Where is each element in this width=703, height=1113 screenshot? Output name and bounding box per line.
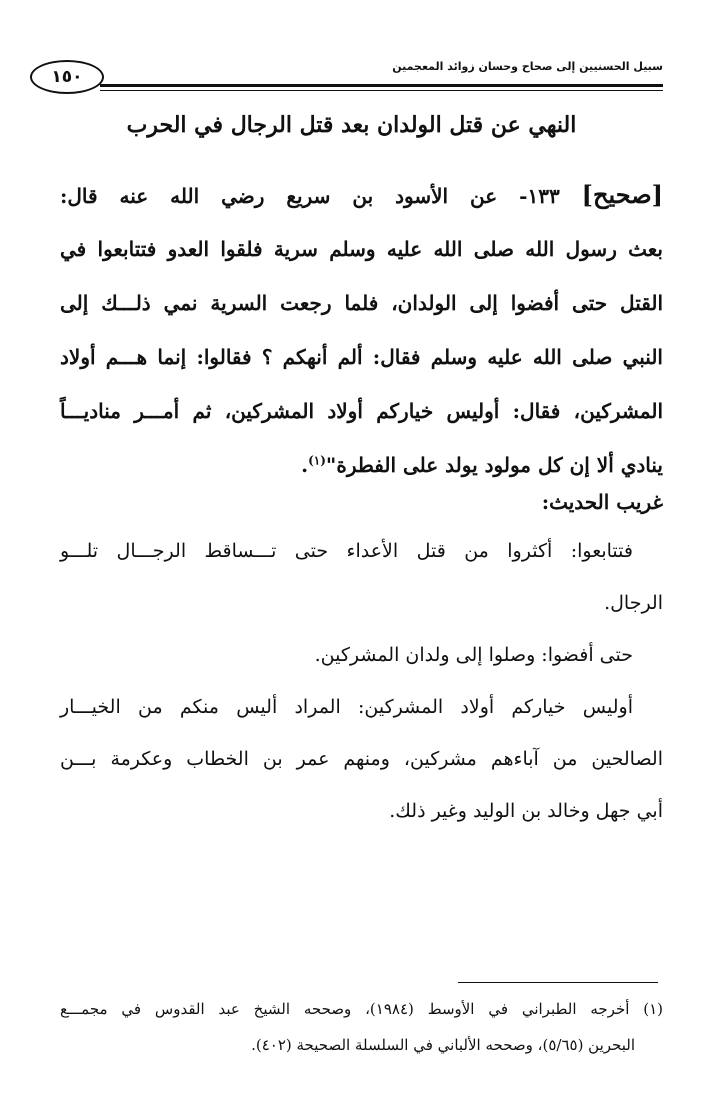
running-header-title: سبيل الحسنيين إلى صحاح وحسان زوائد المعجمين: [392, 60, 663, 73]
explanation-line: حتى أفضوا: وصلوا إلى ولدان المشركين.: [314, 644, 633, 666]
footnote-separator: [458, 982, 658, 983]
explanation-line: أوليس خياركم أولاد المشركين: المراد أليس منكم من الخيـــار: [60, 696, 633, 718]
footnote-line: (١) أخرجه الطبراني في الأوسط (١٩٨٤)، وصححه الشيخ عبد القدوس في مجمـــع: [60, 1000, 663, 1018]
page-number-badge: [30, 60, 104, 94]
hadith-intro: ١٣٣- عن الأسود بن سريع رضي الله عنه قال:: [60, 184, 560, 208]
hadith-end-mark: .: [301, 453, 309, 477]
section-title: النهي عن قتل الولدان بعد قتل الرجال في الحرب: [126, 112, 577, 138]
hadith-line: المشركين، فقال: أوليس خياركم أولاد المشركين، ثم أمـــر مناديـــاً: [60, 399, 663, 423]
footnote-line: البحرين (٥/٦٥)، وصححه الألباني في السلسلة الصحيحة (٤٠٢).: [251, 1036, 635, 1054]
footnote-reference: (١): [308, 453, 326, 468]
hadith-grade: [صحيح]: [581, 180, 663, 209]
hadith-line: القتل حتى أفضوا إلى الولدان، فلما رجعت السرية نمي ذلـــك إلى: [60, 291, 663, 315]
explanation-line: الصالحين من آباءهم مشركين، ومنهم عمر بن الخطاب وعكرمة بـــن: [60, 748, 663, 770]
hadith-line: [60, 168, 663, 222]
hadith-line: بعث رسول الله صلى الله عليه وسلم سرية فلقوا العدو فتتابعوا في: [60, 237, 663, 261]
explanation-line: الرجال.: [604, 592, 663, 614]
page-number: ١٥٠: [51, 67, 83, 87]
hadith-text: [60, 168, 663, 492]
hadith-line: النبي صلى الله عليه وسلم فقال: ألم أنهكم ؟ فقالوا: إنما هـــم أولاد: [60, 345, 663, 369]
explanation-line: فتتابعوا: أكثروا من قتل الأعداء حتى تـــساقط الرجـــال تلـــو: [60, 540, 633, 562]
explanation-line: أبي جهل وخالد بن الوليد وغير ذلك.: [389, 800, 663, 822]
hadith-line: [60, 438, 663, 492]
header-rule-thin: [100, 90, 663, 91]
hadith-last-text: ينادي ألا إن كل مولود يولد على الفطرة": [325, 453, 663, 477]
header-rule-thick: [100, 84, 663, 87]
gharib-heading: غريب الحديث:: [541, 490, 663, 514]
footnotes: [60, 1000, 663, 1070]
explanations: [60, 540, 663, 840]
